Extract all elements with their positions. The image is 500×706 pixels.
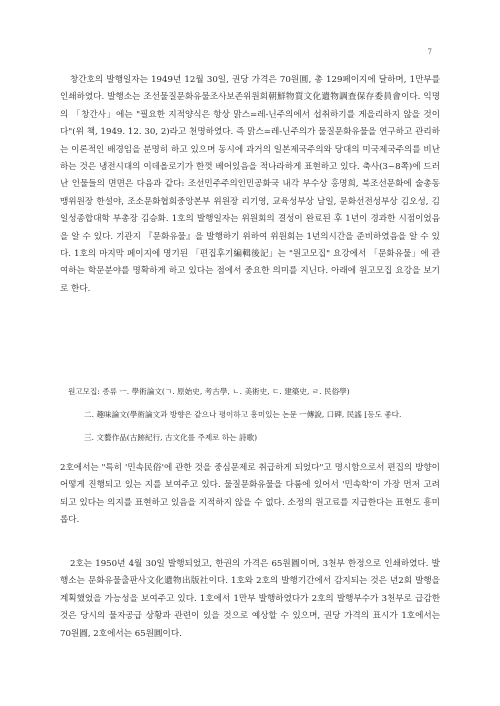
paragraph-intro-text: 창간호의 발행일자는 1949년 12월 30일, 권당 가격은 70원圓, 총 129페이지에 달하며, 1만부를 인쇄하였다. 발행소는 조선물질문화유물조사보존위원회朝鮮物質文化遺物調査保存委員會이다. 익명의 「창간사」에는 "필요한 지적양식은 항상 맑스=레-닌주의에서 섭취하기를 게을리하지 않을 것이다"(위 책, 1949. 12. 30, 2)라고 천명하였다. 즉 맑스=레-닌주의가 물질문화유물을 연구하고 관리하는 이론적인 배경임을 분명히 하고 있으며 동시에 과거의 일본제국주의와 당대의 미국제국주의를 비난하는 것은 냉전시대의 이데올로기가 한껏 베어있음을 적나라하게 표현하고 있다. 축사(3~8쪽)에 드러난 인물들의 면면은 다음과 같다: 조선민주주의인민공화국 내각 부수상 홍명희, 북조선문화에 술총동맹위원장 한설야, 조소문화협회중앙본부 위원장 리기영, 교육성부상 남일, 문화선전성부상 김오성, 김일성종합대학 부총장 김승화. 1호의 발행일자는 위원회의 결성이 완료된 후 1년이 경과한 시점이었음을 알 수 있다. 기관지 『문화유물』을 발행하기 위하여 위원회는 1년의시간을 준비하였음을 알 수 있다. 1호의 마지막 페이지에 명기된 「편집후기編輯後記」는 "원고모집" 요강에서 「문화유물」에 관여하는 학문분야를 명확하게 하고 있다는 점에서 중요한 의미를 지닌다. 아래에 원고모집 요강을 보기로 한다. <box>60 75 440 294</box>
recruitment-item: 二. 趣味論文(學術論文과 방향은 같으나 평이하고 흥미있는 논문 ㅡ傳說, 口碑, 民謠 [등도 좋다. <box>84 410 402 419</box>
page-number: 7 <box>427 48 432 56</box>
paragraph-issue-two-folklore-text: 2호에서는 "특히 '민속民俗'에 관한 것을 중심문제로 취급하게 되었다"고 명시함으로서 편집의 방향이 어떻게 진행되고 있는 지를 보여주고 있다. 물질문화유물을 다룸에 있어서 '민속학'이 가장 먼저 고려되고 있다는 의지를 표현하고 있음을 지적하지 않을 수 없다. 소정의 원고료를 지급한다는 표현도 흥미롭다. <box>60 463 440 526</box>
paragraph-issue-two-publication-text: 2호는 1950년 4월 30일 발행되었고, 한권의 가격은 65원圓이며, 3천부 한정으로 인쇄하였다. 발행소는 문화유물출판사文化遺物出版社이다. 1호와 2호의 발행기간에서 감지되는 것은 년2회 발행을 계획했었을 가능성을 보여주고 있다. 1호에서 1만부 발행하였다가 2호의 발행부수가 3천부로 급감한 것은 당시의 물자공급 상황과 관련이 있을 것으로 예상할 수 있으며, 권당 가격의 표시가 1호에서는 70원圓, 2호에서는 65원圓이다. <box>60 559 440 639</box>
paragraph-intro <box>60 72 440 298</box>
paragraph-issue-two-folklore <box>60 460 440 530</box>
recruitment-item: 三. 文藝作品(古跡紀行, 古文化를 주제로 하는 詩歌) <box>84 433 258 442</box>
recruitment-item: 원고모집: 종류 ㅡ. 學術論文(ㄱ. 原始史, 考古學, ㄴ. 美術史, ㄷ. 建築史, ㄹ. 民俗學) <box>68 387 350 396</box>
paragraph-issue-two-publication <box>60 556 440 643</box>
manuscript-recruitment-list <box>68 384 440 453</box>
